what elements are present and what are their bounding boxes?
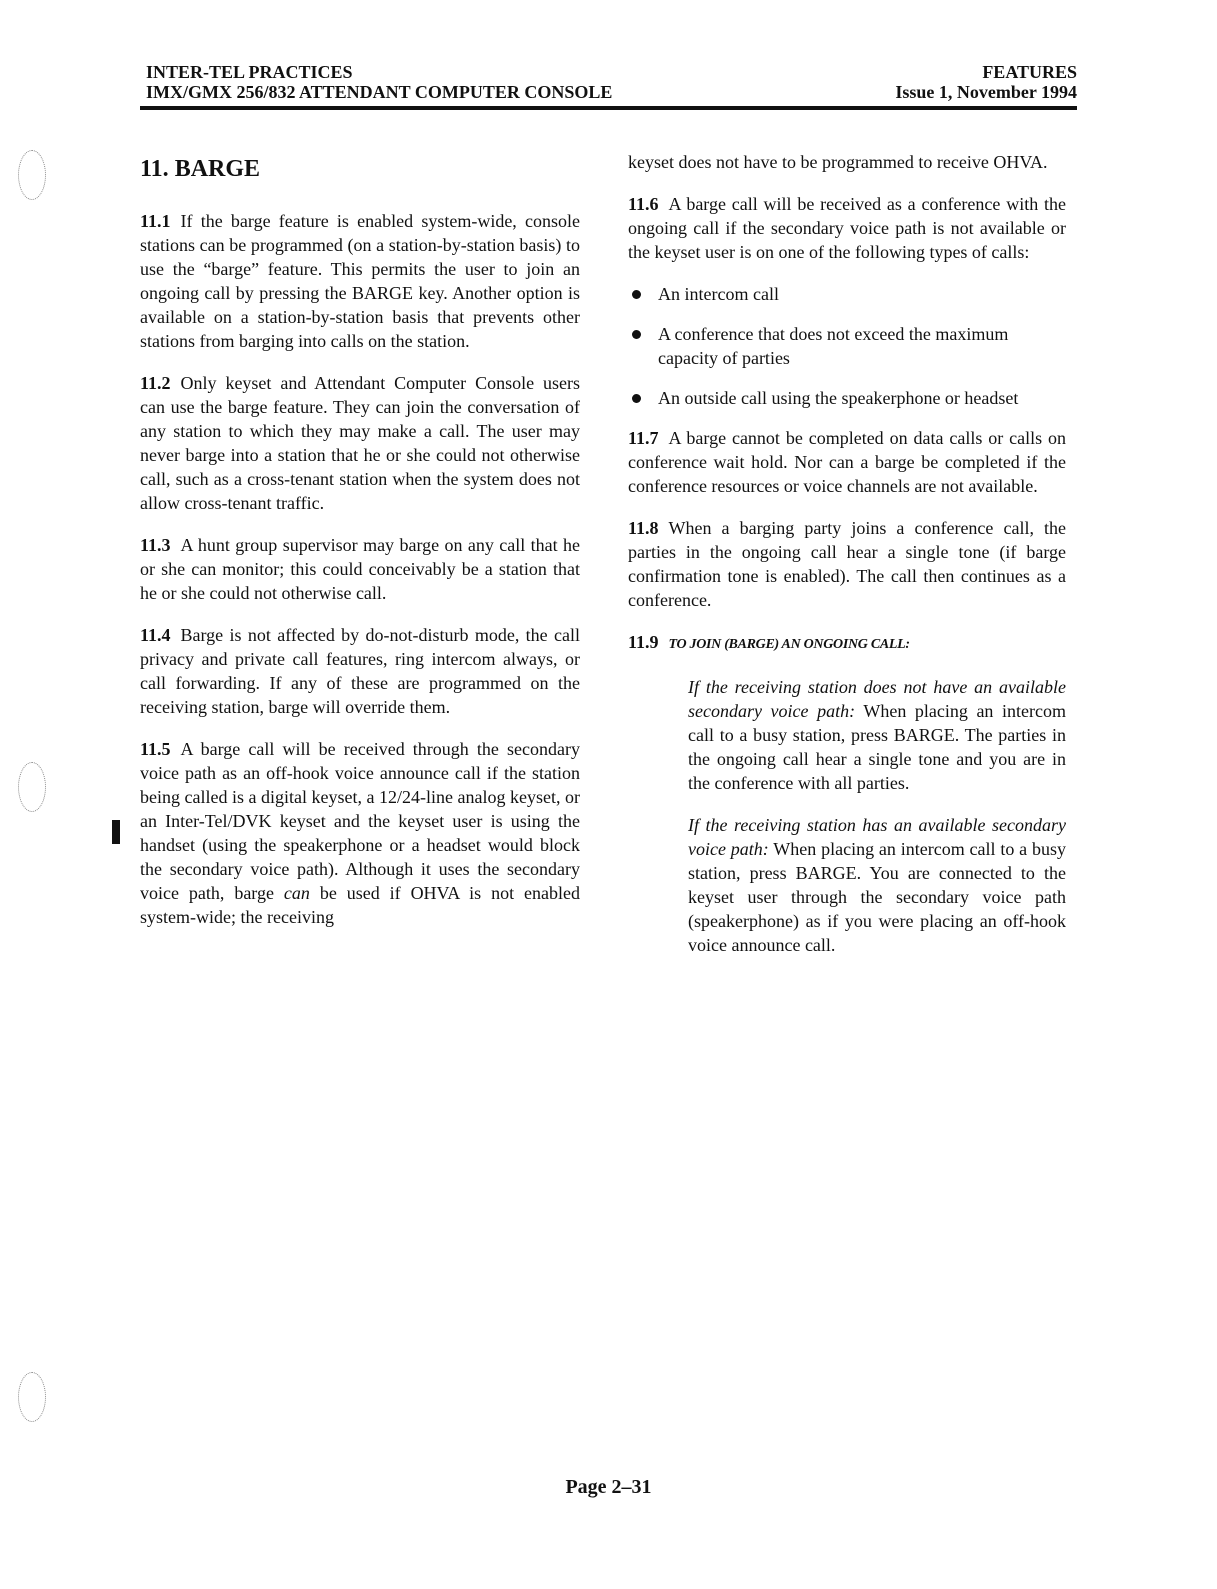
- paragraph-number: 11.2: [140, 373, 171, 393]
- bullet-icon: [632, 290, 641, 299]
- paragraph-11-2: [140, 371, 580, 515]
- paragraph-11-1: [140, 209, 580, 353]
- header-issue: Issue 1, November 1994: [895, 82, 1077, 102]
- procedure-step: [688, 675, 1066, 795]
- scan-hole-mark: [18, 1372, 46, 1422]
- condition-text: If the receiving station has an available secondary voice path:: [688, 815, 1066, 859]
- section-heading: [140, 155, 580, 183]
- paragraph-text: When a barging party joins a conference call, the parties in the ongoing call hear a single tone (if barge confirmation tone is enabled). The call then continues as a conference.: [628, 518, 1066, 610]
- header-rule: [140, 106, 1077, 110]
- paragraph-text: keyset does not have to be programmed to receive OHVA.: [628, 152, 1048, 172]
- paragraph-text: If the barge feature is enabled system-wide, console stations can be programmed (on a station-by-station basis) to use the “barge” feature. This permits the user to join an ongoing call by pressing the BARGE key. Another option is available on a station-by-station basis that prevents other stations from barging into calls on the station.: [140, 211, 580, 351]
- step-text: When placing an intercom call to a busy station, press BARGE. You are connected to the keyset user through the secondary voice path (speakerphone) as if you were placing an off-hook voice announce call.: [688, 839, 1066, 955]
- paragraph-number: 11.5: [140, 739, 171, 759]
- paragraph-11-6: [628, 192, 1066, 264]
- condition-text: If the receiving station does not have an available secondary voice path:: [688, 677, 1066, 721]
- call-type-list: [628, 282, 1066, 410]
- paragraph-number: 11.9: [628, 632, 659, 652]
- list-item: [628, 322, 1066, 370]
- section-number: 11.: [140, 156, 169, 182]
- paragraph-text: A barge call will be received through the secondary voice path as an off-hook voice announce call if the station being called is a digital keyset, a 12/24-line analog keyset, or an Inter-Tel/DVK keyset and the keyset user is using the handset (using the speakerphone or a headset would block the secondary voice path). Although it uses the secondary voice path, barge: [140, 739, 580, 903]
- paragraph-number: 11.8: [628, 518, 659, 538]
- bullet-icon: [632, 394, 641, 403]
- paragraph-number: 11.6: [628, 194, 659, 214]
- paragraph-text: Barge is not affected by do-not-disturb mode, the call privacy and private call features, ring intercom always, or call forwarding. If any of these are programmed on the receiving station, barge will override them.: [140, 625, 580, 717]
- change-bar: [112, 820, 120, 844]
- paragraph-11-4: [140, 623, 580, 719]
- list-item: [628, 386, 1066, 410]
- page-number: Page 2–31: [565, 1476, 652, 1498]
- paragraph-11-3: [140, 533, 580, 605]
- left-column: [140, 150, 580, 947]
- paragraph-text: be used if OHVA is not enabled system-wide; the receiving: [140, 883, 580, 927]
- section-title: BARGE: [174, 156, 261, 182]
- bullet-icon: [632, 330, 641, 339]
- step-text: When placing an intercom call to a busy station, press BARGE. The parties in the ongoing call hear a single tone and you are in the conference with all parties.: [688, 701, 1066, 793]
- paragraph-text: A hunt group supervisor may barge on any call that he or she can monitor; this could conceivably be a station that he or she could not otherwise call.: [140, 535, 580, 603]
- paragraph-number: 11.7: [628, 428, 659, 448]
- paragraph-text: A barge call will be received as a conference with the ongoing call if the secondary voice path is not available or the keyset user is on one of the following types of calls:: [628, 194, 1066, 262]
- paragraph-11-7: [628, 426, 1066, 498]
- paragraph-text: Only keyset and Attendant Computer Console users can use the barge feature. They can join the conversation of any station to which they may make a call. The user may never barge into a station that he or she could not otherwise call, such as a cross-tenant station when the system does not allow cross-tenant traffic.: [140, 373, 580, 513]
- procedure-step: [688, 813, 1066, 957]
- paragraph-11-8: [628, 516, 1066, 612]
- paragraph-11-9: [628, 630, 1066, 657]
- scan-hole-mark: [18, 762, 46, 812]
- paragraph-number: 11.3: [140, 535, 171, 555]
- paragraph-continued: [628, 150, 1066, 174]
- list-item-text: An intercom call: [658, 284, 779, 304]
- paragraph-11-5: [140, 737, 580, 929]
- right-column: [628, 150, 1066, 975]
- list-item-text: An outside call using the speakerphone or headset: [658, 388, 1019, 408]
- list-item: [628, 282, 1066, 306]
- header-left: [146, 62, 612, 102]
- emphasis-text: can: [283, 883, 310, 903]
- header-practice: INTER-TEL PRACTICES: [146, 62, 353, 82]
- header-product: IMX/GMX 256/832 ATTENDANT COMPUTER CONSOLE: [146, 82, 613, 102]
- header-right: [895, 62, 1077, 102]
- paragraph-number: 11.1: [140, 211, 171, 231]
- paragraph-text: A barge cannot be completed on data calls or calls on conference wait hold. Nor can a barge be completed if the conference resources or voice channels are not available.: [628, 428, 1066, 496]
- header-section: FEATURES: [982, 62, 1077, 82]
- scan-hole-mark: [18, 150, 46, 200]
- paragraph-number: 11.4: [140, 625, 171, 645]
- procedure-heading: TO JOIN (BARGE) AN ONGOING CALL:: [668, 637, 910, 652]
- list-item-text: A conference that does not exceed the maximum capacity of parties: [658, 324, 1009, 368]
